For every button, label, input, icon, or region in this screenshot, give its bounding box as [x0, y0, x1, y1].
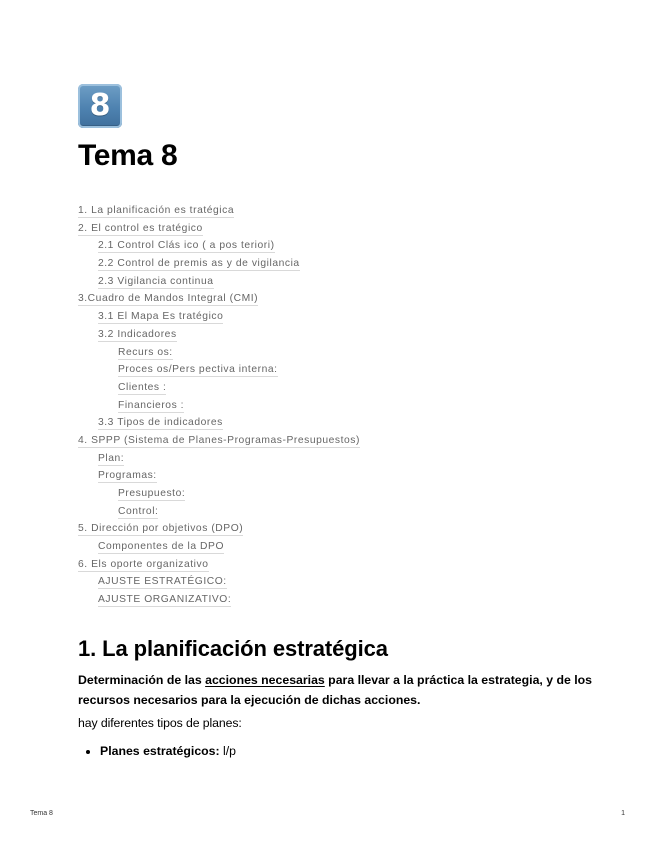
- toc-link[interactable]: 6. Els oporte organizativo: [78, 558, 209, 570]
- toc-item[interactable]: [78, 432, 360, 450]
- toc-item[interactable]: [78, 290, 360, 308]
- toc-item[interactable]: [78, 255, 360, 273]
- toc-item[interactable]: [78, 237, 360, 255]
- chapter-number: 8: [89, 88, 111, 123]
- toc-link[interactable]: Financieros :: [118, 399, 185, 411]
- list-item: [100, 742, 236, 760]
- toc-link[interactable]: Clientes :: [118, 381, 167, 393]
- toc-link[interactable]: 2. El control es tratégico: [78, 222, 203, 234]
- toc-link[interactable]: 4. SPPP (Sistema de Planes-Programas-Presupuestos): [78, 434, 360, 446]
- toc-item[interactable]: [78, 573, 360, 591]
- plan-types-list: [78, 742, 236, 760]
- toc-link[interactable]: 1. La planificación es tratégica: [78, 205, 235, 216]
- toc-item[interactable]: [78, 485, 360, 503]
- definition-link[interactable]: acciones necesarias: [205, 673, 325, 687]
- toc-item[interactable]: [78, 556, 360, 574]
- section-heading: 1. La planificación estratégica: [78, 636, 388, 661]
- toc-item[interactable]: [78, 379, 360, 397]
- toc-link[interactable]: Recurs os:: [118, 346, 173, 358]
- toc-link[interactable]: 3.Cuadro de Mandos Integral (CMI): [78, 293, 259, 305]
- toc-item[interactable]: [78, 361, 360, 379]
- toc-item[interactable]: [78, 308, 360, 326]
- page-title: Tema 8: [78, 139, 178, 172]
- toc-link[interactable]: 3.2 Indicadores: [98, 328, 177, 340]
- toc-item[interactable]: [78, 414, 360, 432]
- toc-link[interactable]: 3.1 El Mapa Es tratégico: [98, 311, 224, 323]
- toc-link[interactable]: Programas:: [98, 470, 157, 482]
- toc-link[interactable]: 3.3 Tipos de indicadores: [98, 417, 223, 429]
- table-of-contents: [78, 202, 360, 609]
- toc-item[interactable]: [78, 202, 360, 220]
- toc-item[interactable]: [78, 326, 360, 344]
- page-number: 1: [621, 810, 625, 817]
- toc-item[interactable]: [78, 344, 360, 362]
- toc-link[interactable]: Control:: [118, 505, 159, 517]
- intro-paragraph: hay diferentes tipos de planes:: [78, 716, 242, 730]
- toc-item[interactable]: [78, 503, 360, 521]
- toc-link[interactable]: Proces os/Pers pectiva interna:: [118, 364, 278, 376]
- toc-item[interactable]: [78, 467, 360, 485]
- toc-item[interactable]: [78, 273, 360, 291]
- toc-link[interactable]: Presupuesto:: [118, 488, 186, 499]
- toc-item[interactable]: [78, 220, 360, 238]
- definition-paragraph: [78, 670, 598, 710]
- toc-item[interactable]: [78, 591, 360, 609]
- toc-link[interactable]: 2.2 Control de premis as y de vigilancia: [98, 258, 300, 270]
- toc-link[interactable]: Componentes de la DPO: [98, 541, 225, 553]
- toc-link[interactable]: Plan:: [98, 452, 125, 464]
- toc-link[interactable]: 2.3 Vigilancia continua: [98, 275, 214, 287]
- toc-link[interactable]: AJUSTE ESTRATÉGICO:: [98, 576, 227, 588]
- chapter-number-badge-icon: [78, 84, 122, 128]
- definition-text-end: para llevar a la práctica la estrategia, y de los recursos necesarios para la ejecución de dichas acciones.: [78, 673, 593, 707]
- toc-item[interactable]: [78, 450, 360, 468]
- toc-link[interactable]: 2.1 Control Clás ico ( a pos teriori): [98, 240, 275, 252]
- toc-link[interactable]: AJUSTE ORGANIZATIVO:: [98, 594, 232, 606]
- bullet-text: l/p: [219, 744, 237, 758]
- toc-item[interactable]: [78, 520, 360, 538]
- toc-link[interactable]: 5. Dirección por objetivos (DPO): [78, 523, 244, 535]
- footer-title: Tema 8: [30, 810, 53, 817]
- toc-item[interactable]: [78, 538, 360, 556]
- bullet-term: Planes estratégicos:: [100, 744, 220, 758]
- toc-item[interactable]: [78, 397, 360, 415]
- definition-text-start: Determinación de las: [78, 673, 206, 687]
